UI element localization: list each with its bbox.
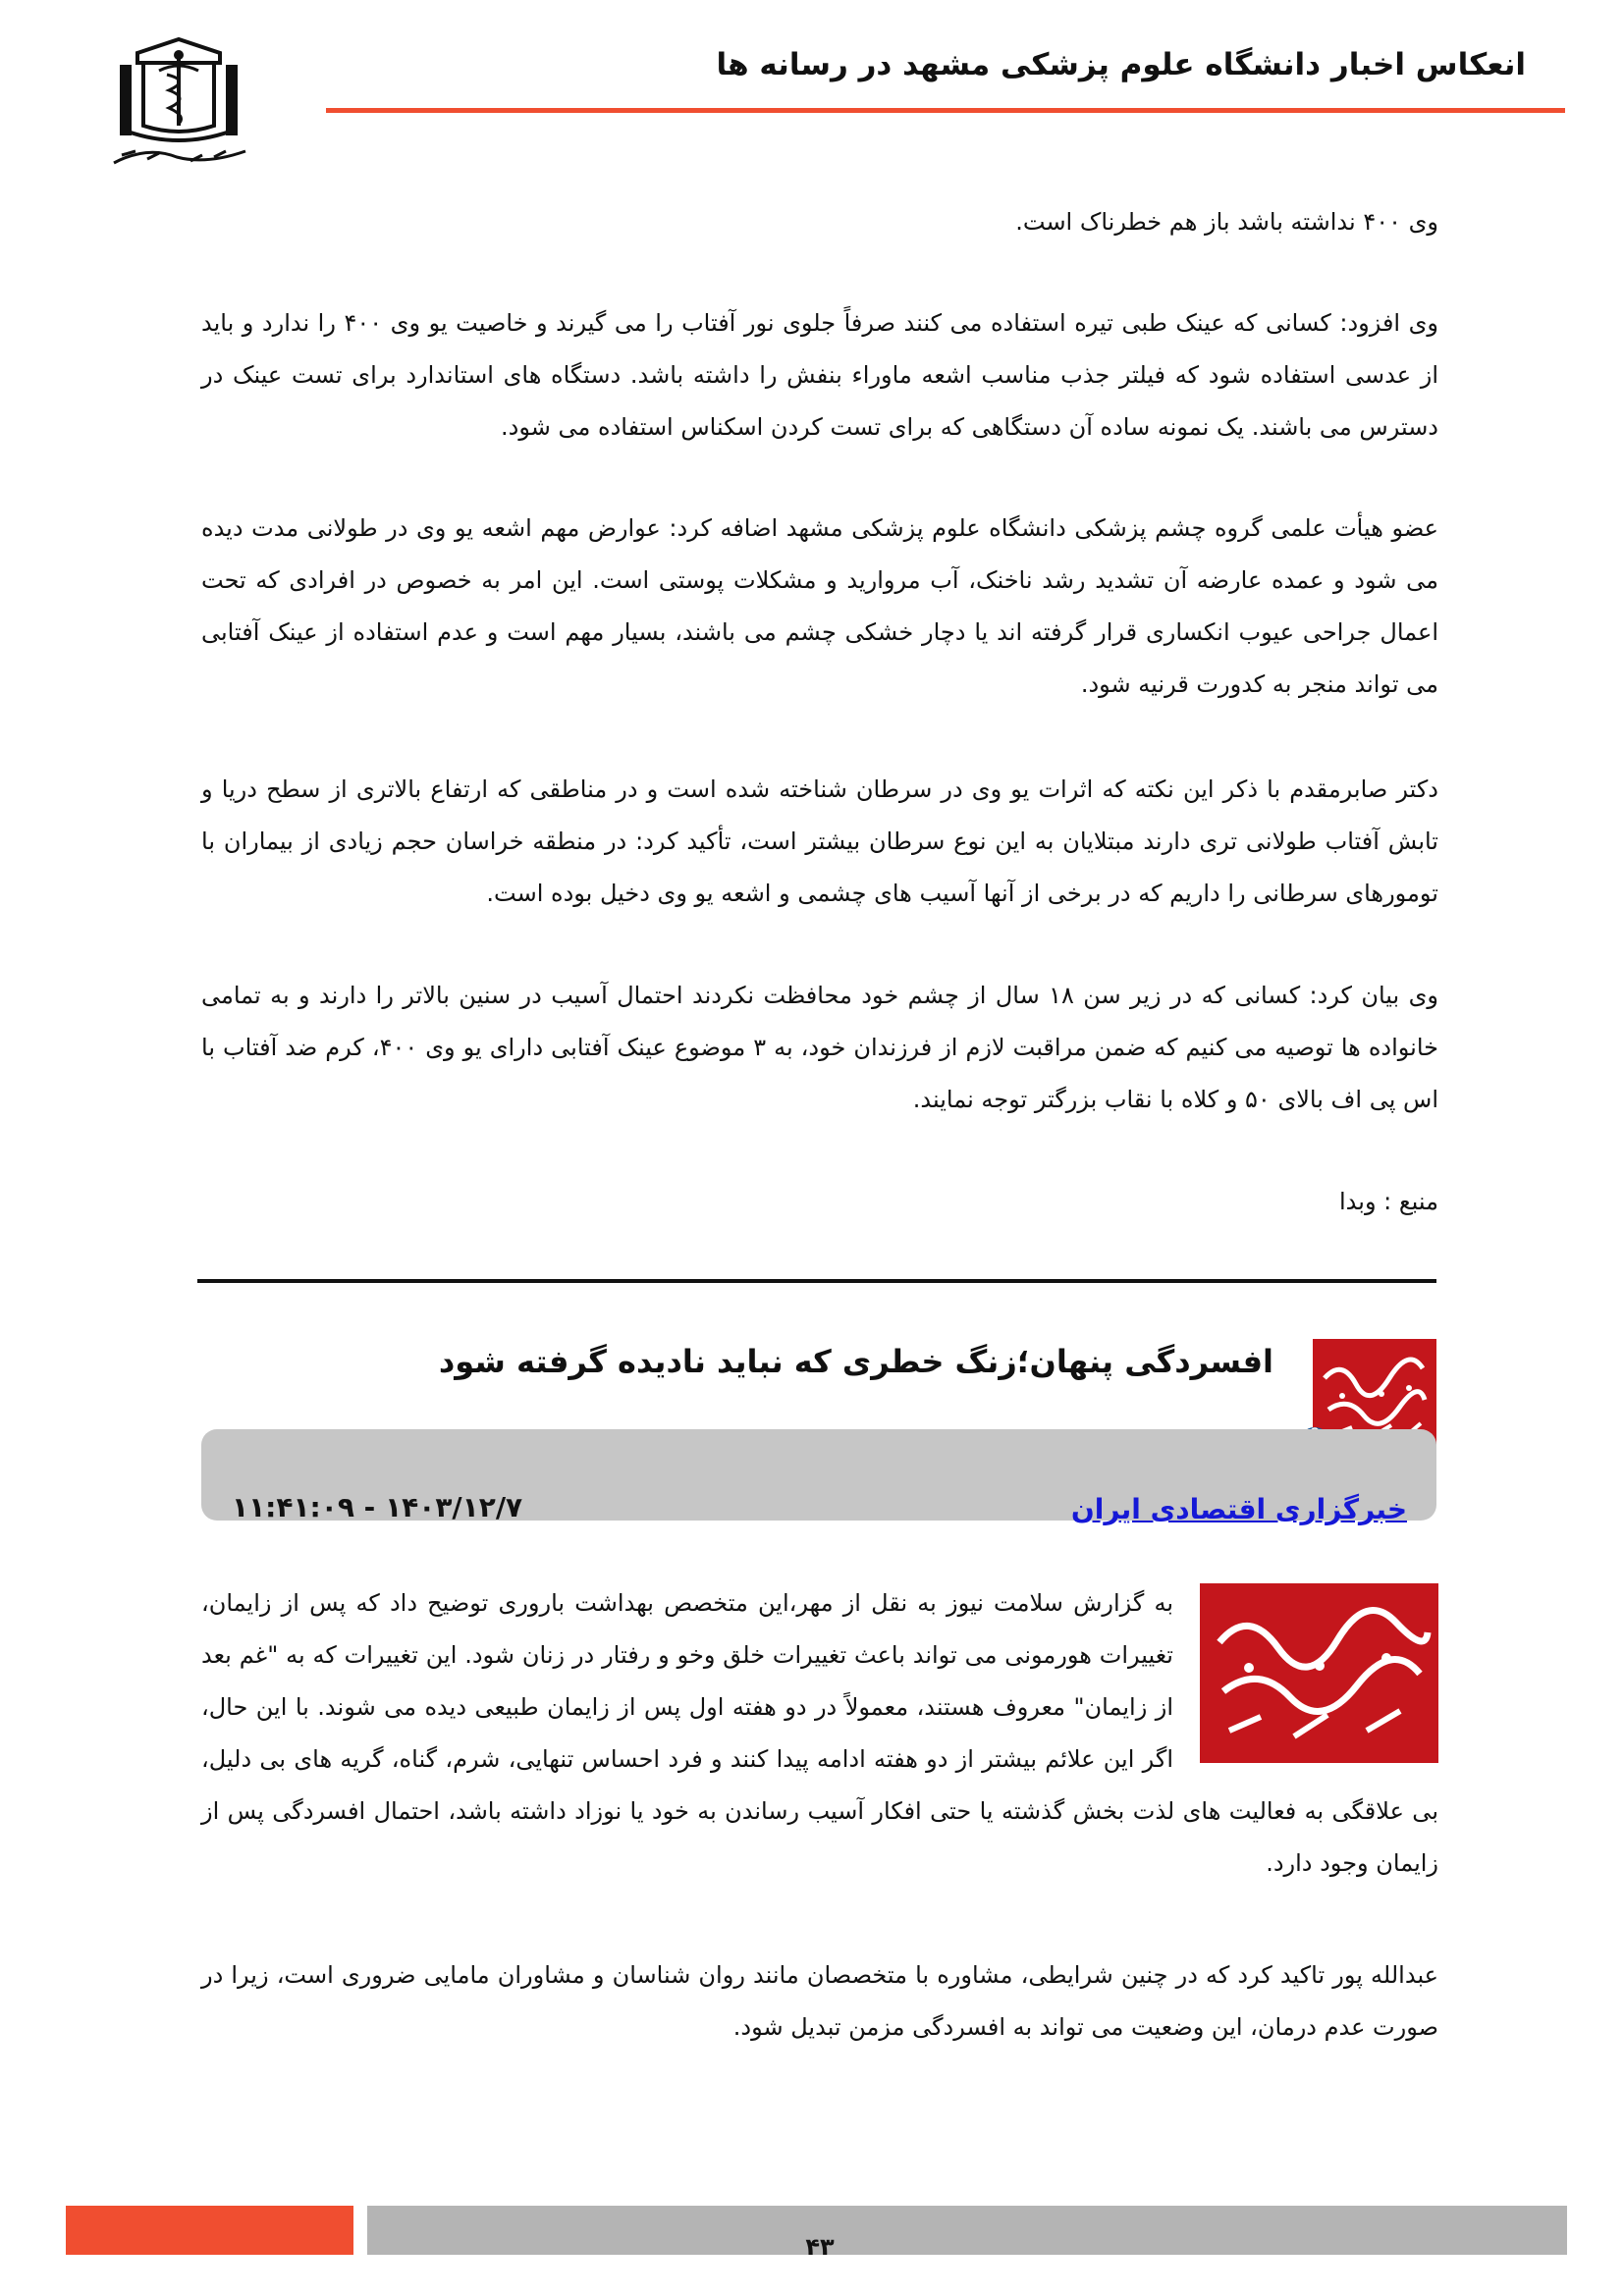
article-paragraph-2-text: وی افزود: کسانی که عینک طبی تیره استفاده می کنند صرفاً جلوی نور آفتاب را می گیرند و خاصیت یو وی ۴۰۰ را ندارد و باید از عدسی استفاده شود که فیلتر جذب مناسب اشعه ماوراء بنفش را داشته باشد. دستگاه های استاندارد برای تست عینک در دسترس می باشند. یک نمونه ساده آن دستگاهی که برای تست کردن اسکناس استفاده می شود. — [201, 309, 1439, 441]
article-paragraph-4-text: دکتر صابرمقدم با ذکر این نکته که اثرات یو وی در سرطان شناخته شده است و در مناطقی که ارتفاع بالاتری از سطح دریا و تابش آفتاب طولانی تری دارند مبتلایان به این نوع سرطان بیشتر است، تأکید کرد: در منطقه خراسان حجم زیادی از بیماران با تومورهای سرطانی را داریم که در برخی از آنها آسیب های چشمی و اشعه یو وی دخیل بوده است. — [201, 775, 1438, 907]
university-logo-icon — [108, 35, 250, 173]
news-body-paragraph-2 — [201, 1949, 1438, 2054]
article-paragraph-3 — [201, 503, 1438, 711]
article-paragraph-1: وی ۴۰۰ نداشته باشد باز هم خطرناک است. — [1015, 208, 1438, 236]
news-body-paragraph-1 — [201, 1577, 1438, 1890]
header-rule — [326, 108, 1565, 113]
section-divider — [197, 1279, 1436, 1283]
article-paragraph-5 — [201, 970, 1438, 1126]
article-source: منبع : وبدا — [1339, 1188, 1438, 1215]
news-date-time: ۱۴۰۳/۱۲/۷ - ۱۱:۴۱:۰۹ — [232, 1491, 523, 1523]
article-paragraph-5-text: وی بیان کرد: کسانی که در زیر سن ۱۸ سال از چشم خود محافظت نکردند احتمال آسیب در سنین بالاتر را دارند و به تمامی خانواده ها توصیه می کنیم که ضمن مراقبت لازم از فرزندان خود، به ۳ موضوع عینک آفتابی دارای یو وی ۴۰۰، کرم ضد آفتاب با اس پی اف بالای ۵۰ و کلاه با نقاب بزرگتر توجه نمایند. — [201, 982, 1438, 1113]
article-paragraph-4 — [201, 764, 1438, 920]
page-number: ۴۳ — [805, 2233, 835, 2261]
article-paragraph-3-text: عضو هیأت علمی گروه چشم پزشکی دانشگاه علوم پزشکی مشهد اضافه کرد: عوارض مهم اشعه یو وی در طولانی مدت دیده می شود و عمده عارضه آن تشدید رشد ناخنک، آب مروارید و مشکلات پوستی است. این امر به خصوص در افرادی که تحت اعمال جراحی عیوب انکساری قرار گرفته اند یا دچار خشکی چشم می باشند، بسیار مهم است و عدم استفاده از عینک آفتابی می تواند منجر به کدورت قرنیه شود. — [201, 514, 1438, 698]
article-paragraph-2 — [201, 297, 1438, 454]
news-body-paragraph-2-text: عبدالله پور تاکید کرد که در چنین شرایطی، مشاوره با متخصصان مانند روان شناسان و مشاوران مامایی ضروری است، زیرا در صورت عدم درمان، این وضعیت می تواند به افسردگی مزمن تبدیل شود. — [201, 1961, 1438, 2041]
news-agency-link[interactable]: خبرگزاری اقتصادی ایران — [1070, 1493, 1407, 1525]
page-header-title: انعکاس اخبار دانشگاه علوم پزشکی مشهد در رسانه ها — [716, 47, 1526, 82]
footer-bar — [367, 2206, 1567, 2255]
news-body-paragraph-1-text: به گزارش سلامت نیوز به نقل از مهر،این متخصص بهداشت باروری توضیح داد که پس از زایمان، تغییرات هورمونی می تواند باعث تغییرات خلق وخو و رفتار در زنان شود. این تغییرات که به "غم بعد از زایمان" معروف هستند، معمولاً در دو هفته اول پس از زایمان طبیعی دیده می شوند. با این حال، اگر این علائم بیشتر از دو هفته ادامه پیدا کنند و فرد احساس تنهایی، شرم، گناه، گریه های بی دلیل، بی علاقگی به فعالیت های لذت بخش گذشته یا حتی افکار آسیب رساندن به خود یا نوزاد داشته باشد، احتمال افسردگی پس از زایمان وجود دارد. — [201, 1589, 1438, 1877]
footer-accent-bar — [66, 2206, 353, 2255]
news-headline[interactable]: افسردگی پنهان؛زنگ خطری که نباید نادیده گرفته شود — [438, 1343, 1273, 1380]
